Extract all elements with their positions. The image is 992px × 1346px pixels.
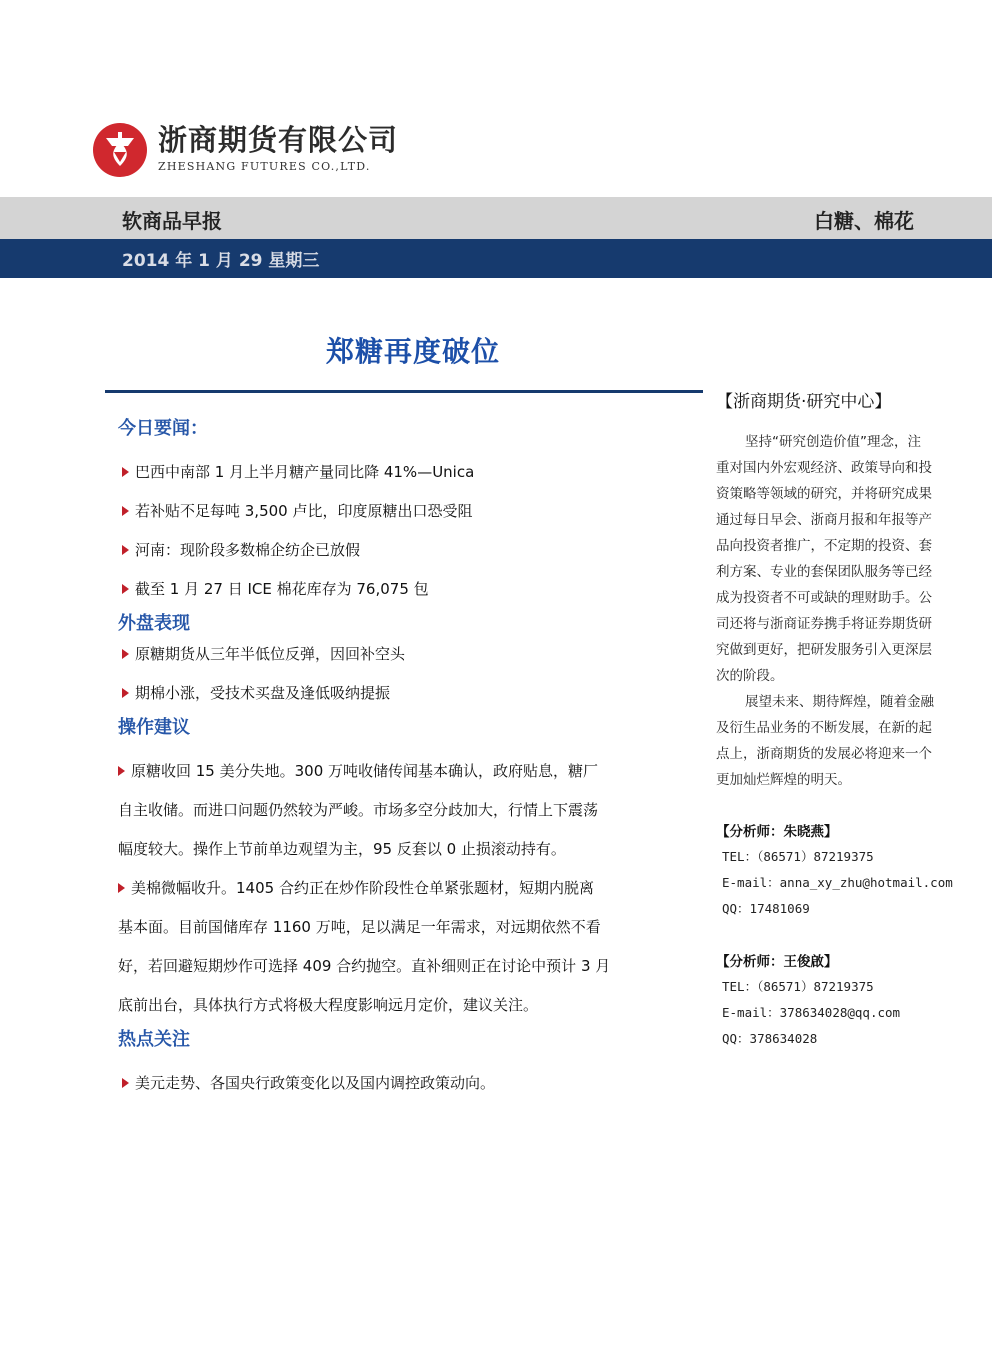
sidebar-intro-line: 坚持“研究创造价值”理念，注 (745, 434, 921, 450)
sidebar-intro-line: 品向投资者推广，不定期的投资、套 (716, 538, 932, 554)
news-item: 河南：现阶段多数棉企纺企已放假 (122, 539, 360, 560)
report-title: 郑糖再度破位 (326, 335, 501, 368)
section-heading-news: 今日要闻： (118, 418, 208, 439)
advice-paragraph-line: 自主收储。而进口问题仍然较为严峻。市场多空分歧加大，行情上下震荡 (118, 801, 599, 819)
advice-paragraph-line: 底前出台，具体执行方式将极大程度影响远月定价，建议关注。 (118, 996, 539, 1014)
bullet-triangle-icon (118, 883, 125, 893)
advice-paragraph-line: 好，若回避短期炒作可选择 409 合约抛空。直补细则正在讨论中预计 3 月 (118, 957, 611, 975)
focus-item: 美元走势、各国央行政策变化以及国内调控政策动向。 (122, 1072, 495, 1093)
section-heading-focus: 热点关注 (118, 1029, 190, 1050)
bullet-triangle-icon (118, 766, 125, 776)
advice-paragraph-line: 基本面。目前国储库存 1160 万吨，足以满足一年需求，对远期依然不看 (118, 918, 601, 936)
sidebar-intro-line: 重对国内外宏观经济、政策导向和投 (716, 460, 932, 476)
analyst-email[interactable]: E-mail：anna_xy_zhu@hotmail.com (722, 875, 953, 890)
sidebar-outlook-line: 点上，浙商期货的发展必将迎来一个 (716, 746, 932, 762)
advice-paragraph-line: 美棉微幅收升。1405 合约正在炒作阶段性仓单紧张题材，短期内脱离 (118, 877, 594, 898)
research-center-title: 【浙商期货·研究中心】 (716, 392, 892, 412)
sidebar-intro-line: 成为投资者不可或缺的理财助手。公 (716, 590, 932, 606)
report-date: 2014 年 1 月 29 星期三 (122, 251, 320, 271)
section-heading-external: 外盘表现 (118, 613, 190, 634)
company-name-cn: 浙商期货有限公司 (158, 123, 399, 157)
sidebar-outlook-line: 及衍生品业务的不断发展，在新的起 (716, 720, 932, 736)
external-item: 期棉小涨，受技术买盘及逢低吸纳提振 (122, 682, 390, 703)
analyst-heading: 【分析师：朱晓燕】 (716, 824, 838, 840)
commodities-label: 白糖、棉花 (814, 209, 914, 233)
analyst-qq: QQ：378634028 (722, 1031, 818, 1046)
sidebar-intro-line: 次的阶段。 (716, 668, 784, 684)
bullet-triangle-icon (122, 545, 129, 555)
news-item: 若补贴不足每吨 3,500 卢比，印度原糖出口恐受阻 (122, 500, 472, 521)
analyst-email[interactable]: E-mail：378634028@qq.com (722, 1005, 901, 1020)
advice-paragraph-line: 原糖收回 15 美分失地。300 万吨收储传闻基本确认，政府贴息，糖厂 (118, 760, 598, 781)
advice-paragraph-line: 幅度较大。操作上节前单边观望为主，95 反套以 0 止损滚动持有。 (118, 840, 566, 858)
bullet-triangle-icon (122, 688, 129, 698)
sidebar-intro-line: 利方案、专业的套保团队服务等已经 (716, 564, 932, 580)
sidebar-intro-line: 究做到更好，把研发服务引入更深层 (716, 642, 932, 658)
analyst-heading: 【分析师：王俊啟】 (716, 954, 838, 970)
title-divider (105, 390, 703, 393)
news-item: 巴西中南部 1 月上半月糖产量同比降 41%—Unica (122, 461, 474, 482)
analyst-tel: TEL：（86571）87219375 (722, 849, 874, 864)
company-name-en: ZHESHANG FUTURES CO.,LTD. (158, 160, 371, 173)
external-item: 原糖期货从三年半低位反弹，因回补空头 (122, 643, 405, 664)
sidebar-outlook-line: 更加灿烂辉煌的明天。 (716, 772, 851, 788)
section-heading-advice: 操作建议 (118, 717, 190, 738)
bullet-triangle-icon (122, 467, 129, 477)
analyst-tel: TEL：（86571）87219375 (722, 979, 874, 994)
bullet-triangle-icon (122, 1078, 129, 1088)
bullet-triangle-icon (122, 649, 129, 659)
bullet-triangle-icon (122, 584, 129, 594)
sidebar-outlook-line: 展望未来、期待辉煌，随着金融 (745, 694, 934, 710)
sidebar-intro-line: 通过每日早会、浙商月报和年报等产 (716, 512, 932, 528)
analyst-qq: QQ：17481069 (722, 901, 810, 916)
sidebar-intro-line: 司还将与浙商证券携手将证券期货研 (716, 616, 932, 632)
sidebar-intro-line: 资策略等领域的研究，并将研究成果 (716, 486, 932, 502)
news-item: 截至 1 月 27 日 ICE 棉花库存为 76,075 包 (122, 578, 429, 599)
report-type: 软商品早报 (122, 209, 222, 233)
bullet-triangle-icon (122, 506, 129, 516)
zheshang-logo-icon (92, 122, 148, 178)
